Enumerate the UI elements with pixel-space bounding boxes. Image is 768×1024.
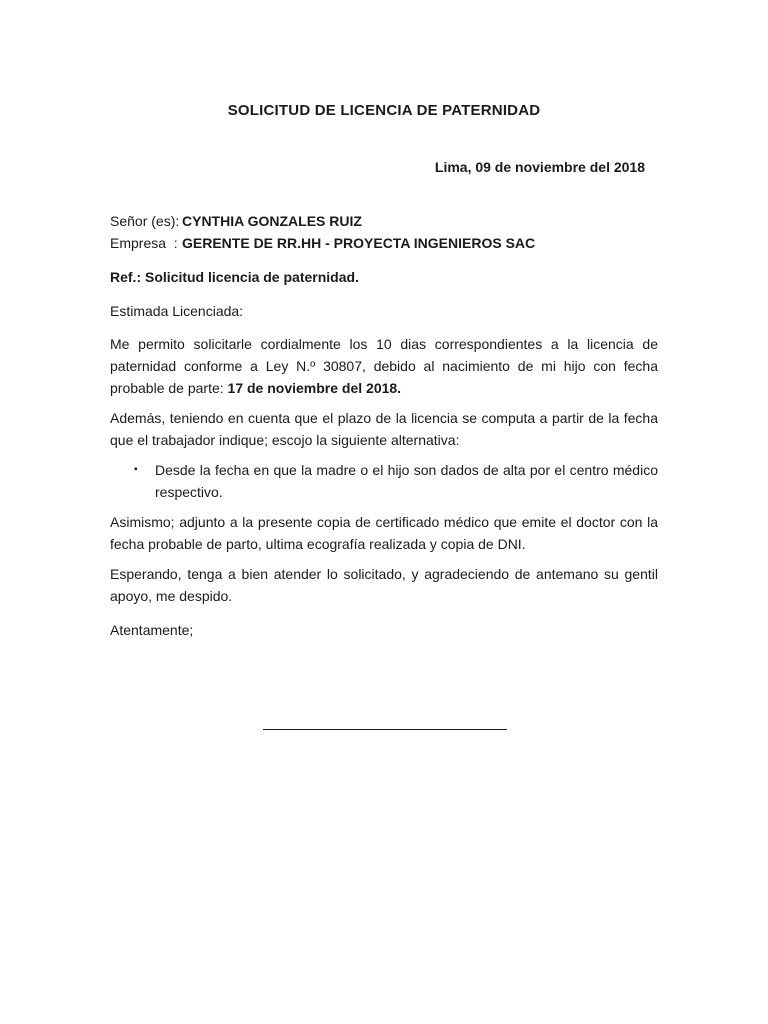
recipient-company-label: Empresa :	[110, 235, 178, 251]
paragraph-request-text: Me permito solicitarle cordialmente los 10 dias correspondientes a la licencia de paternidad conforme a Ley N.º 30807, debido al nacimiento de mi hijo con fecha probable de parte:	[110, 336, 658, 396]
bullet-item	[110, 459, 658, 503]
recipient-name-value: CYNTHIA GONZALES RUIZ	[182, 213, 362, 229]
signature-line	[263, 729, 507, 730]
paragraph-attachments: Asimismo; adjunto a la presente copia de certificado médico que emite el doctor con la fecha probable de parto, ultima ecografía realizada y copia de DNI.	[110, 514, 658, 552]
closing-word: Atentamente;	[110, 622, 194, 638]
paragraph-farewell: Esperando, tenga a bien atender lo solicitado, y agradeciendo de antemano su gentil apoyo, me despido.	[110, 566, 658, 604]
recipient-name-label: Señor (es):	[110, 213, 180, 229]
paragraph-request-bold-date: 17 de noviembre del 2018.	[227, 380, 402, 396]
square-bullet-icon: ▪	[134, 464, 138, 475]
recipient-block	[110, 210, 658, 254]
recipient-company-row	[110, 232, 658, 254]
recipient-name-row	[110, 210, 658, 232]
recipient-company-value: GERENTE DE RR.HH - PROYECTA INGENIEROS SAC	[182, 235, 536, 251]
date-line: Lima, 09 de noviembre del 2018	[434, 159, 645, 175]
salutation: Estimada Licenciada:	[110, 303, 244, 319]
document-title: SOLICITUD DE LICENCIA DE PATERNIDAD	[227, 102, 541, 119]
paragraph-alternative-intro: Además, teniendo en cuenta que el plazo de la licencia se computa a partir de la fecha que el trabajador indique; escojo la siguiente alternativa:	[110, 410, 658, 448]
paragraph-request	[110, 333, 658, 399]
reference-line: Ref.: Solicitud licencia de paternidad.	[110, 269, 359, 285]
bullet-item-text: Desde la fecha en que la madre o el hijo son dados de alta por el centro médico respectivo.	[155, 462, 658, 500]
